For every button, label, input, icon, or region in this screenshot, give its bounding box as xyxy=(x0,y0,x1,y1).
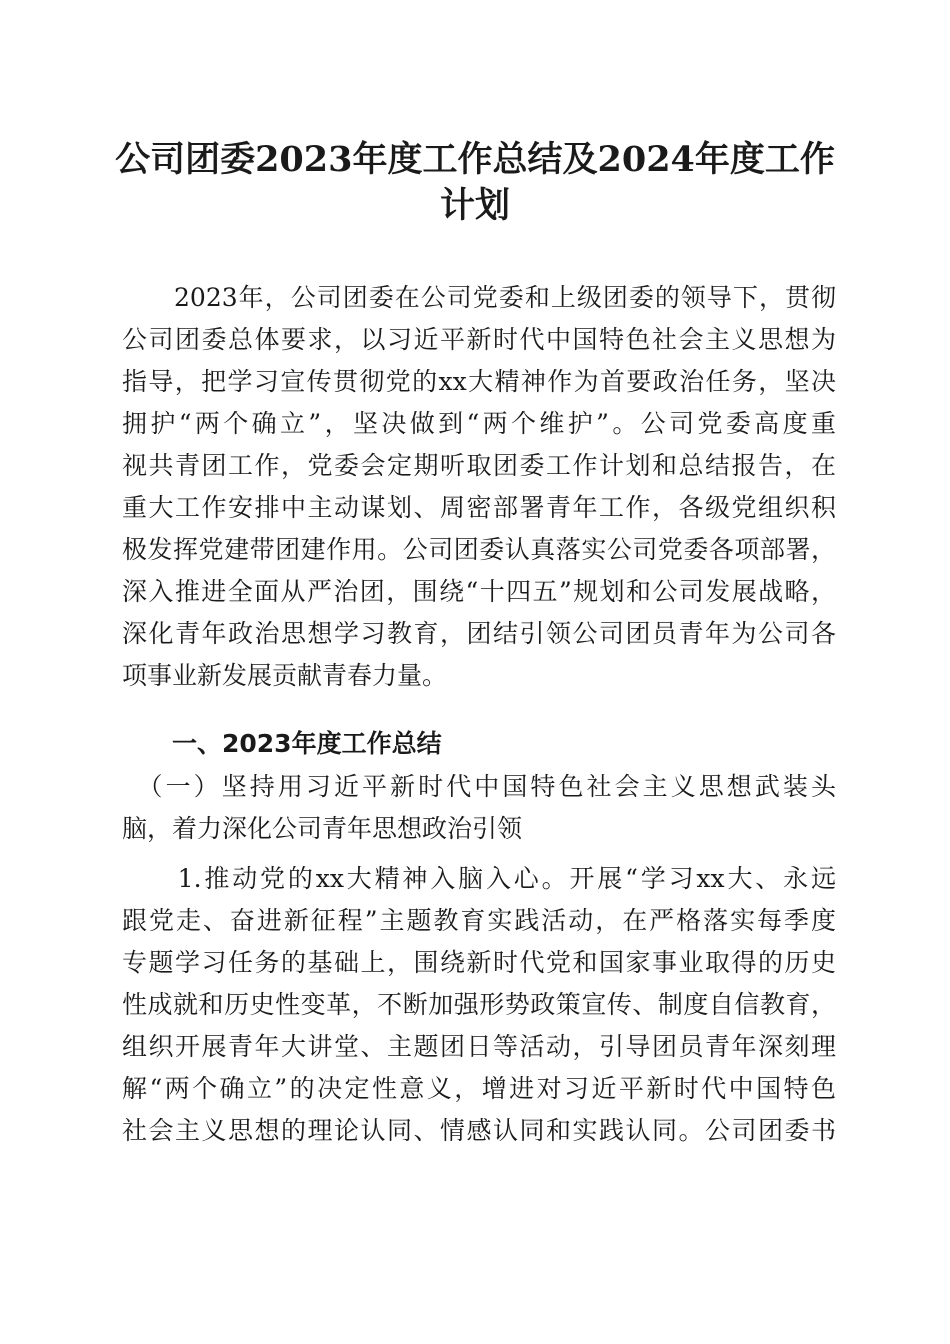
title-line: 公司团委2023年度工作总结及2024年度工作 xyxy=(115,139,835,180)
text-line: 脑，着力深化公司青年思想政治引领 xyxy=(122,814,523,843)
title-line: 计划 xyxy=(439,185,510,226)
text-line: 性成就和历史性变革，不断加强形势政策宣传、制度自信教育， xyxy=(122,990,836,1019)
text-line: 极发挥党建带团建作用。公司团委认真落实公司党委各项部署， xyxy=(122,535,836,564)
text-line: （一）坚持用习近平新时代中国特色社会主义思想武装头 xyxy=(122,772,836,801)
text-line: 重大工作安排中主动谋划、周密部署青年工作，各级党组织积 xyxy=(122,493,836,522)
document-title xyxy=(110,137,840,229)
text-line: 指导，把学习宣传贯彻党的xx大精神作为首要政治任务，坚决 xyxy=(122,367,836,396)
text-line: 视共青团工作，党委会定期听取团委工作计划和总结报告，在 xyxy=(122,451,836,480)
text-line: 跟党走、奋进新征程”主题教育实践活动，在严格落实每季度 xyxy=(122,906,836,935)
item-paragraph xyxy=(122,858,836,1152)
text-line: 组织开展青年大讲堂、主题团日等活动，引导团员青年深刻理 xyxy=(122,1032,836,1061)
text-line: 项事业新发展贡献青春力量。 xyxy=(122,661,448,690)
subsection-heading xyxy=(122,766,836,850)
text-line: 社会主义思想的理论认同、情感认同和实践认同。公司团委书 xyxy=(122,1116,836,1145)
text-line: 深化青年政治思想学习教育，团结引领公司团员青年为公司各 xyxy=(122,619,836,648)
text-line: 专题学习任务的基础上，围绕新时代党和国家事业取得的历史 xyxy=(122,948,836,977)
text-line: 2023年，公司团委在公司党委和上级团委的领导下，贯彻 xyxy=(122,283,836,312)
section-heading: 一、2023年度工作总结 xyxy=(172,729,442,758)
text-line: 深入推进全面从严治团，围绕“十四五”规划和公司发展战略， xyxy=(122,577,836,606)
text-line: 公司团委总体要求，以习近平新时代中国特色社会主义思想为 xyxy=(122,325,836,354)
text-line: 解“两个确立”的决定性意义，增进对习近平新时代中国特色 xyxy=(122,1074,836,1103)
intro-paragraph xyxy=(122,277,836,697)
text-line: 1.推动党的xx大精神入脑入心。开展“学习xx大、永远 xyxy=(122,864,836,893)
text-line: 拥护“两个确立”，坚决做到“两个维护”。公司党委高度重 xyxy=(122,409,836,438)
